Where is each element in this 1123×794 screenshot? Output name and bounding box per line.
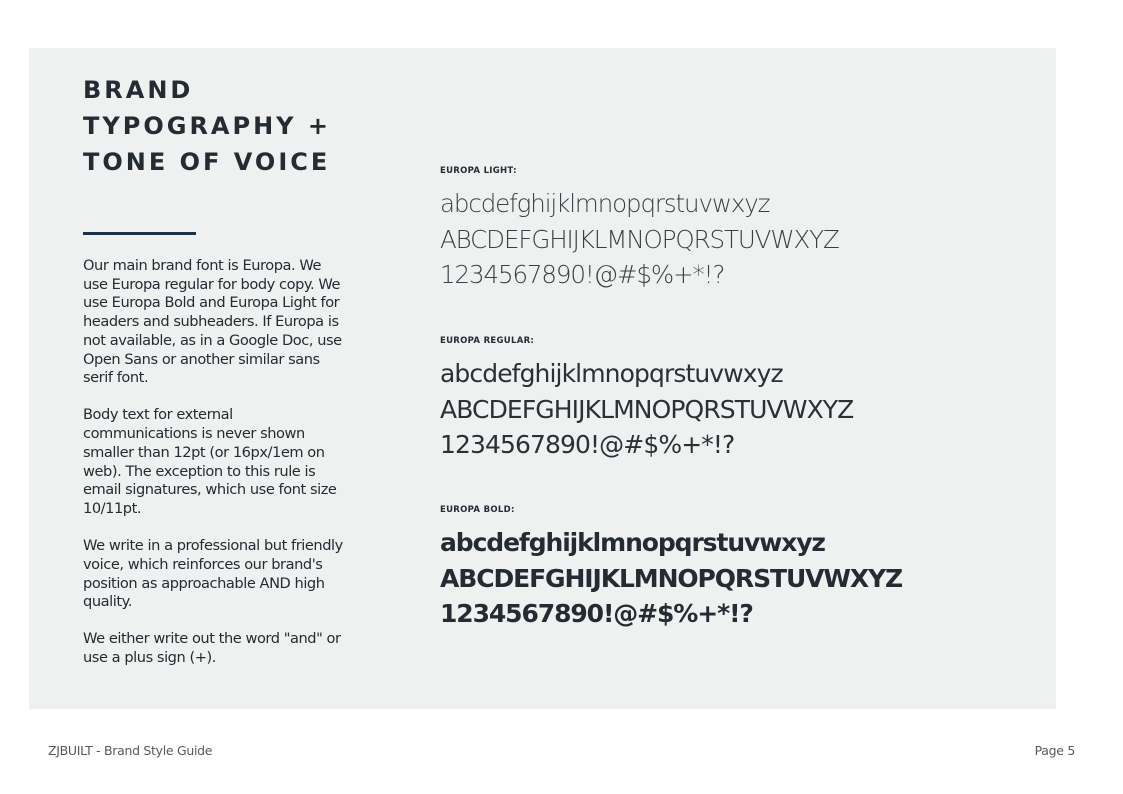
page-heading	[83, 72, 383, 180]
body-paragraph: Body text for external communications is never shown smaller than 12pt (or 16px/1em on web). The exception to this rule is email signatures, which use font size 10/11pt.	[83, 406, 337, 517]
heading-line: BRAND	[83, 76, 194, 104]
specimen-numerals: 1234567890!@#$%+*!?	[440, 430, 735, 459]
body-paragraph: We either write out the word "and" or use a plus sign (+).	[83, 630, 341, 667]
heading-line: TONE OF VOICE	[83, 148, 331, 176]
specimen-label: EUROPA REGULAR:	[440, 336, 535, 346]
specimen-uppercase: ABCDEFGHIJKLMNOPQRSTUVWXYZ	[440, 394, 854, 424]
specimen-lowercase: abcdefghijklmnopqrstuvwxyz	[440, 528, 825, 557]
specimen-lowercase: abcdefghijklmnopqrstuvwxyz	[440, 189, 770, 218]
footer-page-number: Page 5	[1034, 743, 1075, 758]
body-copy	[83, 257, 345, 686]
body-paragraph: We write in a professional but friendly voice, which reinforces our brand's position as approachable AND high quality.	[83, 537, 343, 611]
specimen-numerals: 1234567890!@#$%+*!?	[440, 599, 753, 628]
font-specimen-light	[440, 166, 960, 293]
specimen-label: EUROPA LIGHT:	[440, 166, 517, 176]
font-specimen-regular	[440, 336, 960, 463]
specimen-numerals: 1234567890!@#$%+*!?	[440, 260, 725, 289]
heading-line: TYPOGRAPHY +	[83, 112, 332, 140]
specimen-lowercase: abcdefghijklmnopqrstuvwxyz	[440, 359, 783, 388]
specimen-uppercase: ABCDEFGHIJKLMNOPQRSTUVWXYZ	[440, 563, 903, 593]
body-paragraph: Our main brand font is Europa. We use Europa regular for body copy. We use Europa Bold and Europa Light for headers and subheaders. If Europa is not available, as in a Google Doc, use Open Sans or another similar sans serif font.	[83, 257, 342, 387]
specimen-uppercase: ABCDEFGHIJKLMNOPQRSTUVWXYZ	[440, 224, 839, 254]
specimen-label: EUROPA BOLD:	[440, 505, 515, 515]
heading-divider	[83, 232, 196, 235]
font-specimen-bold	[440, 505, 960, 632]
footer-document-title: ZJBUILT - Brand Style Guide	[48, 743, 213, 758]
